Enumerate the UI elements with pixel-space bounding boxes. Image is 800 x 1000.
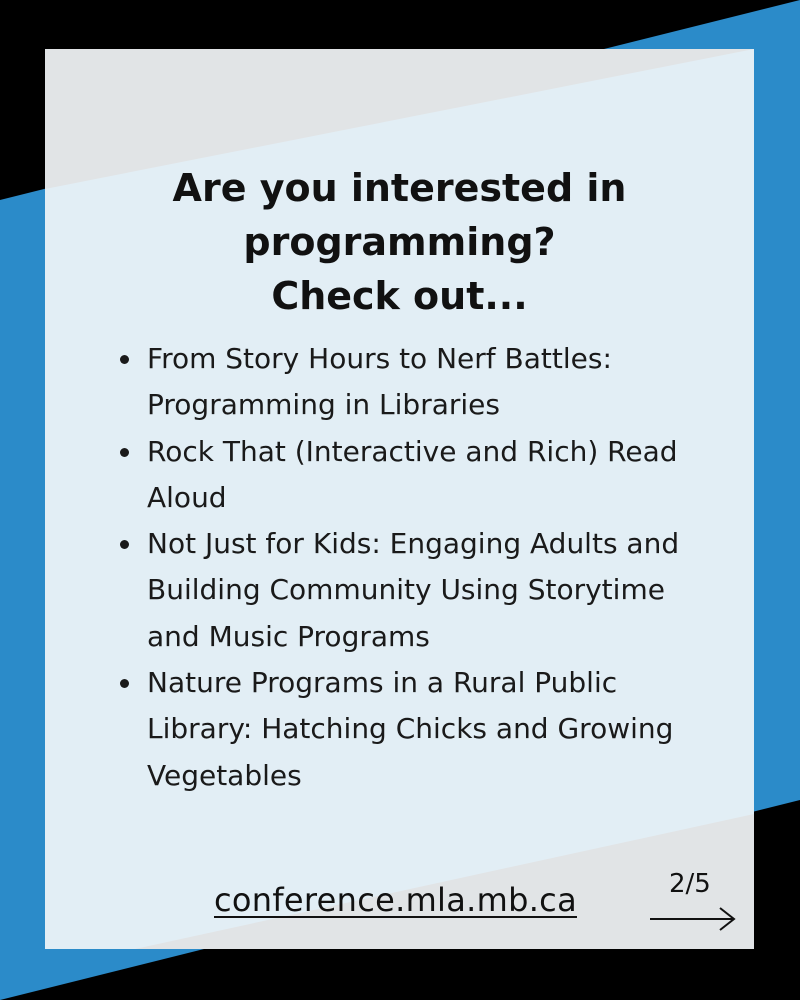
title-line: Check out... <box>271 274 528 318</box>
list-item-text: From Story Hours to Nerf Battles: <box>147 342 612 375</box>
list-item-text: Nature Programs in a Rural Public <box>147 666 618 700</box>
bullet-icon <box>120 355 129 364</box>
page-indicator: 2/5 <box>669 869 711 899</box>
bullet-icon <box>120 448 129 457</box>
page-title <box>45 161 754 323</box>
list-item <box>147 521 717 660</box>
title-line: programming? <box>243 220 556 264</box>
list-item-text: Not Just for Kids: Engaging Adults and <box>147 527 680 561</box>
list-item-text: Programming in Libraries <box>147 388 500 422</box>
arrow-right-icon[interactable] <box>648 904 738 934</box>
list-item <box>147 336 717 429</box>
content-card <box>45 49 754 949</box>
title-line: Are you interested in <box>172 166 627 210</box>
list-item-text: Building Community Using Storytime <box>147 573 665 607</box>
list-item-text: Library: Hatching Chicks and Growing <box>147 712 674 746</box>
list-item <box>147 429 717 522</box>
session-list <box>147 336 717 799</box>
conference-link[interactable]: conference.mla.mb.ca <box>214 881 577 919</box>
list-item-text: Rock That (Interactive and Rich) Read <box>147 434 678 468</box>
list-item-text: Aloud <box>147 480 227 514</box>
list-item-text: and Music Programs <box>147 619 430 653</box>
bullet-icon <box>120 679 129 688</box>
list-item <box>147 660 717 799</box>
list-item-text: Vegetables <box>147 758 302 792</box>
